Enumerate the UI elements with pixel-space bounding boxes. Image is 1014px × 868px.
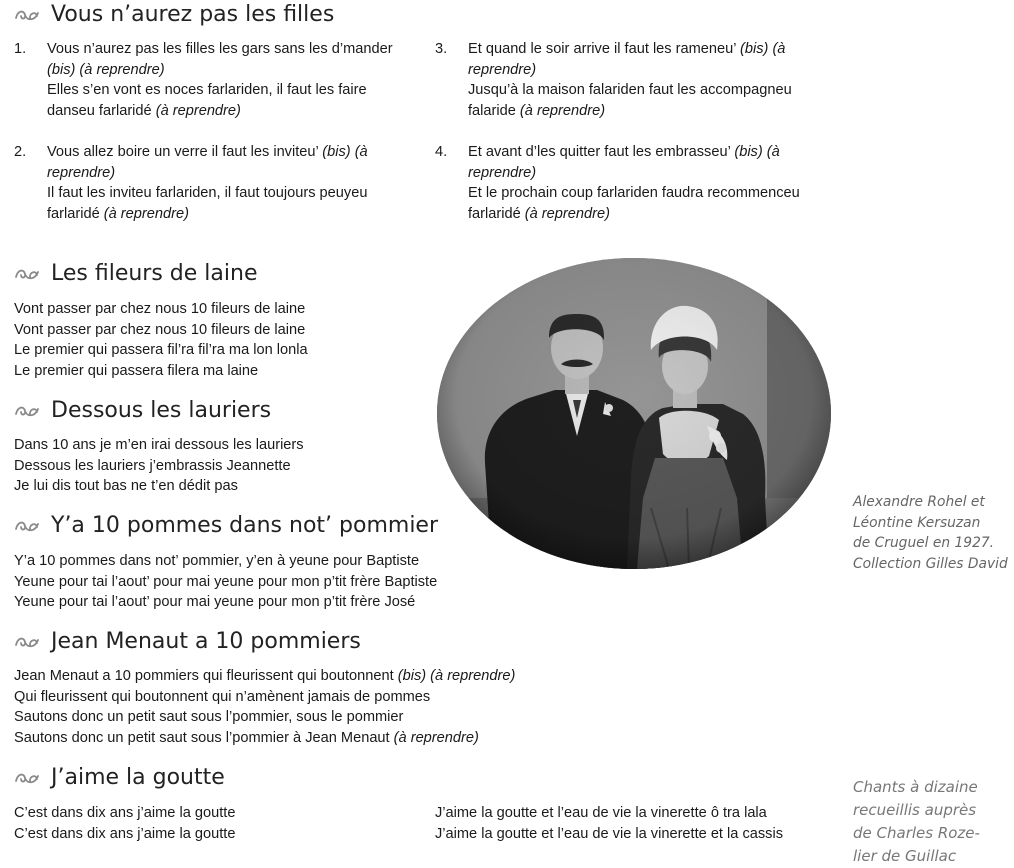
lyric-line [47, 183, 414, 204]
lyric-line [14, 592, 437, 613]
lyric-line [468, 80, 835, 101]
lyric-line [14, 824, 235, 845]
annotation-text: (bis) (à [322, 144, 368, 160]
section-title: Dessous les lauriers [14, 397, 271, 425]
lyric-line [47, 204, 414, 225]
photo-caption [853, 492, 1008, 574]
caption-line: Léontine Kersuzan [853, 514, 981, 531]
caption-line: lier de Guillac [853, 847, 957, 865]
lyric-line [468, 163, 835, 184]
fleuron-icon [14, 403, 40, 419]
lyric-text: Il faut les inviteu farlariden, il faut toujours peuyeu [47, 185, 368, 202]
lyric-text: Jean Menaut a 10 pommiers qui fleurissent qui boutonnent [14, 668, 398, 684]
lyric-line [14, 728, 515, 749]
lyric-line [47, 60, 414, 81]
lyrics [14, 666, 515, 748]
section-title: Y’a 10 pommes dans not’ pommier [14, 512, 438, 540]
lyric-text: Et le prochain coup farlariden faudra recommenceu [468, 185, 800, 202]
fleuron-icon [14, 266, 40, 282]
lyric-text: Qui fleurissent qui boutonnent qui n’amènent jamais de pommes [14, 688, 431, 705]
section-title: Jean Menaut a 10 pommiers [14, 628, 361, 656]
lyrics [14, 435, 304, 497]
caption-line: recueillis auprès [853, 801, 977, 819]
lyric-text: Yeune pour tai l’aout’ pour mai yeune pour mon p’tit frère José [14, 594, 416, 611]
caption-line: de Charles Roze- [853, 824, 980, 842]
annotation-text: reprendre) [468, 61, 537, 78]
lyric-line [47, 80, 414, 101]
lyric-line [468, 183, 835, 204]
lyric-line [14, 320, 308, 341]
lyric-text: Et quand le soir arrive il faut les rameneu’ [468, 41, 741, 57]
lyric-line [47, 101, 414, 122]
annotation-text: (à reprendre) [393, 729, 479, 746]
annotation-text: (à reprendre) [155, 102, 241, 119]
lyric-text: Jusqu’à la maison falariden faut les accompagneu [468, 82, 792, 99]
lyric-line [14, 707, 515, 728]
lyric-line [435, 824, 783, 845]
lyric-line [47, 39, 414, 60]
caption-line: Alexandre Rohel et [853, 494, 985, 510]
fleuron-icon [14, 518, 40, 534]
annotation-text: (bis) (à [734, 144, 780, 160]
lyric-text: Vont passer par chez nous 10 fileurs de laine [14, 321, 306, 338]
annotation-text: (à reprendre) [519, 102, 606, 119]
lyric-text: C’est dans dix ans j’aime la goutte [14, 825, 236, 842]
lyrics [14, 803, 235, 844]
lyric-text: falaride [468, 102, 520, 119]
lyric-text: Y’a 10 pommes dans not’ pommier, y’en à yeune pour Baptiste [14, 553, 420, 569]
fleuron-icon [14, 770, 40, 786]
lyric-line [14, 666, 515, 687]
section-title: J’aime la goutte [14, 764, 225, 792]
lyric-text: Vous allez boire un verre il faut les inviteu’ [47, 144, 323, 160]
lyric-text: C’est dans dix ans j’aime la goutte [14, 805, 236, 821]
lyric-line [14, 551, 437, 572]
lyric-text: Vous n’aurez pas les filles les gars sans les d’mander [47, 41, 393, 57]
lyric-line [468, 39, 835, 60]
annotation-text: (bis) (à reprendre) [47, 61, 165, 78]
lyric-line [47, 163, 414, 184]
lyric-line [14, 340, 308, 361]
lyric-line [468, 204, 835, 225]
annotation-text: (bis) (à reprendre) [397, 668, 516, 684]
lyric-line [14, 687, 515, 708]
caption-line: Chants à dizaine [853, 778, 978, 796]
section-title: Les fileurs de laine [14, 260, 258, 288]
lyric-text: Elles s’en vont es noces farlariden, il faut les faire [47, 82, 367, 99]
annotation-text: reprendre) [47, 164, 116, 181]
lyric-text: Je lui dis tout bas ne t’en dédit pas [14, 478, 238, 495]
lyrics [435, 803, 783, 844]
lyric-line [14, 361, 308, 382]
verse: 3. Et quand le soir arrive il faut les rameneu’ (bis) (à reprendre) Jusqu’à la maison falariden faut les accompagneu falaride (à reprendre) [435, 39, 835, 121]
lyric-line [435, 803, 783, 824]
lyrics [14, 551, 437, 613]
lyric-line [468, 142, 835, 163]
lyric-text: Sautons donc un petit saut sous l’pommier, sous le pommier [14, 709, 404, 726]
source-caption [853, 776, 980, 868]
lyric-line [14, 299, 308, 320]
caption-line: de Cruguel en 1927. [853, 535, 995, 552]
lyric-text: farlaridé [468, 205, 525, 222]
lyric-line [468, 101, 835, 122]
lyric-text: farlaridé [47, 205, 104, 222]
annotation-text: (à reprendre) [524, 205, 610, 222]
lyric-text: Dans 10 ans je m’en irai dessous les lauriers [14, 437, 304, 453]
lyric-line [468, 60, 835, 81]
lyric-text: Le premier qui passera fil’ra fil’ra ma lon lonla [14, 342, 308, 359]
lyric-line [14, 435, 304, 456]
lyric-line [14, 456, 304, 477]
lyric-text: Vont passer par chez nous 10 fileurs de laine [14, 301, 306, 317]
lyric-line [14, 572, 437, 593]
couple-photo [437, 258, 831, 569]
fleuron-icon [14, 634, 40, 650]
verse: 1. Vous n’aurez pas les filles les gars sans les d’mander (bis) (à reprendre) Elles s’en vont es noces farlariden, il faut les faire danseu farlaridé (à reprendre) [14, 39, 414, 121]
annotation-text: reprendre) [468, 164, 537, 181]
lyric-text: Yeune pour tai l’aout’ pour mai yeune pour mon p’tit frère Baptiste [14, 573, 438, 590]
fleuron-icon [14, 7, 40, 23]
lyrics [14, 299, 308, 381]
lyric-line [47, 142, 414, 163]
lyric-text: Sautons donc un petit saut sous l’pommier à Jean Menaut [14, 729, 394, 746]
verse: 4. Et avant d’les quitter faut les embrasseu’ (bis) (à reprendre) Et le prochain coup farlariden faudra recommenceu farlaridé (à reprendre) [435, 142, 835, 224]
lyric-text: Le premier qui passera filera ma laine [14, 362, 259, 379]
verse: 2. Vous allez boire un verre il faut les inviteu’ (bis) (à reprendre) Il faut les inviteu farlariden, il faut toujours peuyeu farlaridé (à reprendre) [14, 142, 414, 224]
caption-line: Collection Gilles David [853, 555, 1008, 572]
lyric-text: Et avant d’les quitter faut les embrasseu’ [468, 144, 735, 160]
lyric-text: J’aime la goutte et l’eau de vie la vinerette ô tra lala [435, 805, 767, 821]
lyric-text: danseu farlaridé [47, 102, 156, 119]
lyric-line [14, 476, 304, 497]
annotation-text: (bis) (à [740, 41, 786, 57]
lyric-text: Dessous les lauriers j’embrassis Jeannette [14, 457, 291, 474]
section-title: Vous n’aurez pas les filles [14, 1, 334, 29]
annotation-text: (à reprendre) [103, 205, 189, 222]
lyric-text: J’aime la goutte et l’eau de vie la vinerette et la cassis [435, 825, 784, 842]
lyric-line [14, 803, 235, 824]
